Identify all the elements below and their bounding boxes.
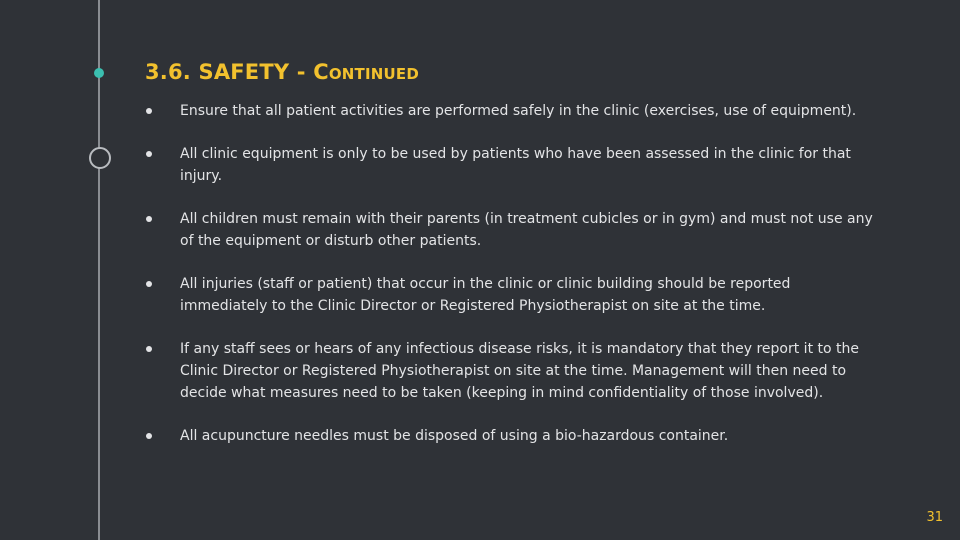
bullet-item (145, 208, 875, 252)
timeline-dot (89, 147, 111, 169)
page-number: 31 (926, 510, 943, 525)
slide-title (145, 60, 419, 84)
bullet-item (145, 100, 875, 122)
bullet-item (145, 425, 875, 447)
bullet-item (145, 143, 875, 187)
bullet-text: All injuries (staff or patient) that occur in the clinic or clinic building should be reported immediately to the Clinic Director or Registered Physiotherapist on site at the time. (180, 276, 791, 314)
bullet-dot-icon (146, 216, 152, 222)
slide-title-continued: Continued (313, 60, 419, 84)
slide-title-main: 3.6. SAFETY - (145, 60, 314, 84)
bullet-dot-icon (146, 108, 152, 114)
bullet-dot-icon (146, 151, 152, 157)
timeline-line (98, 0, 100, 540)
bullet-text: If any staff sees or hears of any infectious disease risks, it is mandatory that they report it to the Clinic Director or Registered Physiotherapist on site at the time. Management will then need to decide what measures need to be taken (keeping in mind confidentiality of those involved). (180, 341, 859, 401)
timeline-dot-active (94, 68, 104, 78)
bullet-dot-icon (146, 346, 152, 352)
bullet-item (145, 338, 875, 404)
bullet-item (145, 273, 875, 317)
bullet-text: All clinic equipment is only to be used by patients who have been assessed in the clinic for that injury. (180, 146, 851, 184)
bullet-list (145, 100, 875, 468)
bullet-text: All children must remain with their parents (in treatment cubicles or in gym) and must not use any of the equipment or disturb other patients. (180, 211, 873, 249)
bullet-dot-icon (146, 433, 152, 439)
bullet-dot-icon (146, 281, 152, 287)
bullet-text: Ensure that all patient activities are performed safely in the clinic (exercises, use of equipment). (180, 103, 857, 119)
bullet-text: All acupuncture needles must be disposed of using a bio-hazardous container. (180, 428, 729, 444)
